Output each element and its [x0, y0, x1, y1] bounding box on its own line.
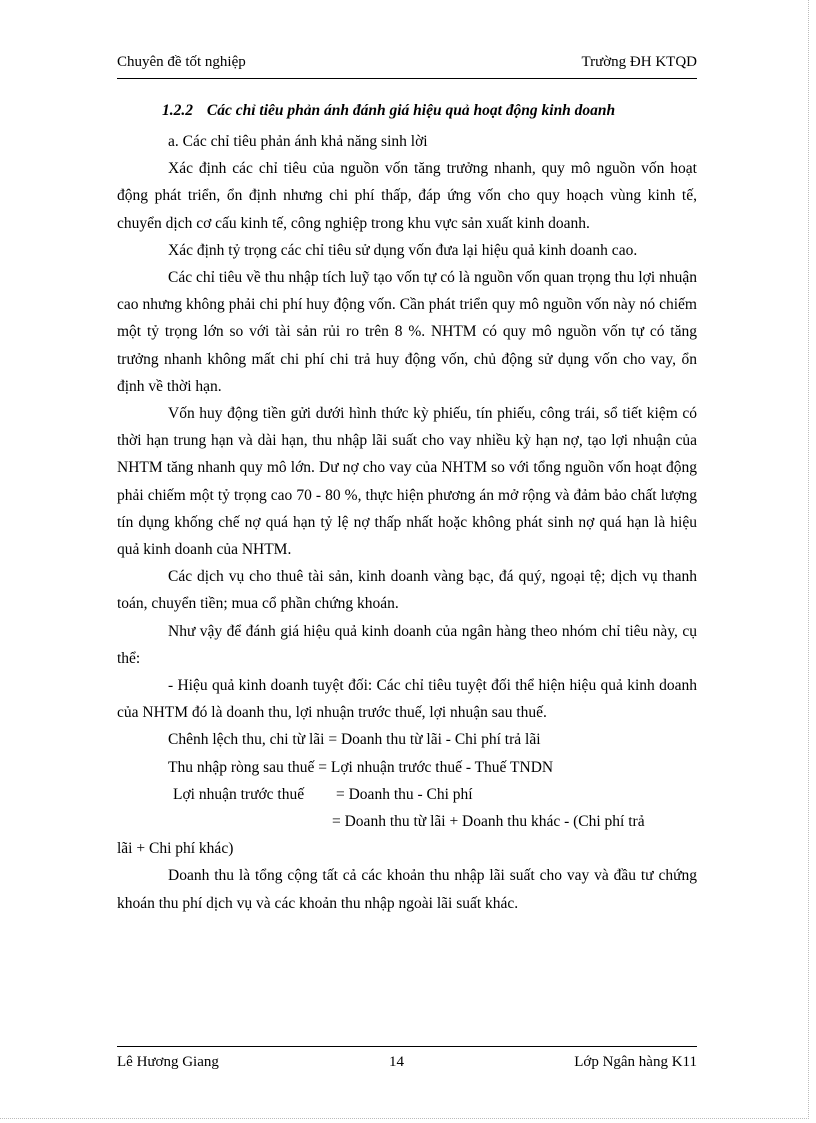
paragraph: Vốn huy động tiền gửi dưới hình thức kỳ phiếu, tín phiếu, công trái, sổ tiết kiệm có thời hạn trung hạn và dài hạn, thu nhập lãi suất cho vay nhiều kỳ hạn nợ, tạo lợi nhuận của NHTM tăng nhanh quy mô lớn. Dư nợ cho vay của NHTM so với tổng nguồn vốn hoạt động phải chiếm một tỷ trọng cao 70 - 80 %, thực hiện phương án mở rộng và đảm bảo chất lượng tín dụng khống chế nợ quá hạn tỷ lệ nợ thấp nhất hoặc không phát sinh nợ quá hạn là hiệu quả kinh doanh của NHTM. [117, 405, 697, 559]
header-left: Chuyên đề tốt nghiệp [117, 54, 246, 70]
paragraph: Các dịch vụ cho thuê tài sản, kinh doanh vàng bạc, đá quý, ngoại tệ; dịch vụ thanh toán, chuyển tiền; mua cổ phần chứng khoán. [117, 568, 697, 613]
page-body [117, 98, 697, 917]
paragraph: Xác định tỷ trọng các chỉ tiêu sử dụng vốn đưa lại hiệu quả kinh doanh cao. [168, 241, 638, 259]
formula-line: = Doanh thu từ lãi + Doanh thu khác - (Chi phí trả [332, 813, 645, 831]
formula-lhs: Lợi nhuận trước thuế [173, 785, 305, 803]
footer-class: Lớp Ngân hàng K11 [574, 1054, 697, 1070]
formula-line [117, 781, 697, 808]
paragraph: - Hiệu quả kinh doanh tuyệt đối: Các chỉ tiêu tuyệt đối thể hiện hiệu quả kinh doanh của NHTM đó là doanh thu, lợi nhuận trước thuế, lợi nhuận sau thuế. [117, 677, 697, 722]
page-footer [117, 1054, 697, 1071]
paragraph: Các chỉ tiêu về thu nhập tích luỹ tạo vốn tự có là nguồn vốn quan trọng thu lợi nhuận cao nhưng không phải chi phí huy động vốn. Cần phát triển quy mô nguồn vốn này nó chiếm một tỷ trọng lớn so với tài sản rủi ro trên 8 %. NHTM có quy mô nguồn vốn tự có tăng trưởng nhanh không mất chi phí chi trả huy động vốn, chủ động sử dụng vốn cho vay, ổn định về thời hạn. [117, 269, 697, 395]
paragraph: Xác định các chỉ tiêu của nguồn vốn tăng trưởng nhanh, quy mô nguồn vốn hoạt động phát triển, ổn định nhưng chi phí thấp, đáp ứng vốn cho quy hoạch vùng kinh tế, chuyển dịch cơ cấu kinh tế, công nghiệp trong khu vực sản xuất kinh doanh. [117, 160, 697, 232]
footer-author: Lê Hương Giang [117, 1054, 219, 1070]
page-header [117, 54, 697, 71]
section-title: Các chỉ tiêu phản ánh đánh giá hiệu quả hoạt động kinh doanh [206, 102, 616, 119]
section-heading [162, 98, 697, 124]
formula-line: Thu nhập ròng sau thuế = Lợi nhuận trước thuế - Thuế TNDN [168, 758, 554, 776]
header-right: Trường ĐH KTQD [581, 54, 697, 70]
footer-rule [117, 1046, 697, 1047]
paragraph: Như vậy để đánh giá hiệu quả kinh doanh của ngân hàng theo nhóm chỉ tiêu này, cụ thể: [117, 622, 697, 667]
paragraph: Doanh thu là tổng cộng tất cả các khoản thu nhập lãi suất cho vay và đầu tư chứng khoán thu phí dịch vụ và các khoản thu nhập ngoài lãi suất khác. [117, 867, 697, 912]
subheading: a. Các chỉ tiêu phản ánh khả năng sinh lời [168, 133, 428, 150]
formula-line: Chênh lệch thu, chi từ lãi = Doanh thu từ lãi - Chi phí trả lãi [168, 731, 541, 749]
section-number: 1.2.2 [162, 102, 193, 119]
formula-rhs: = Doanh thu - Chi phí [336, 785, 473, 803]
page-number: 14 [389, 1054, 405, 1070]
formula-tail: lãi + Chi phí khác) [117, 840, 234, 858]
header-rule [117, 78, 697, 79]
